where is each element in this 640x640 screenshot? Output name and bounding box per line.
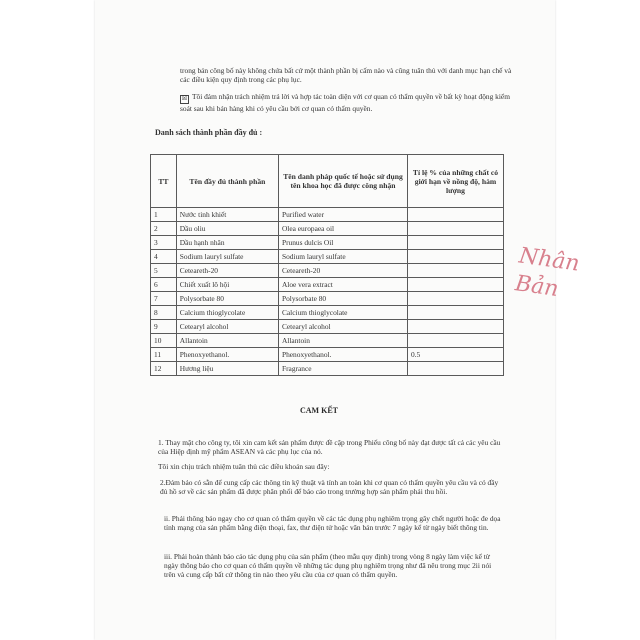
cell-name: Dầu hạnh nhân (176, 236, 278, 250)
cell-pct (407, 292, 503, 306)
cell-inci: Cetearyl alcohol (278, 320, 407, 334)
cell-inci: Calcium thioglycolate (278, 306, 407, 320)
cell-name: Calcium thioglycolate (176, 306, 278, 320)
commitment-title: CAM KẾT (300, 406, 338, 415)
table-row (151, 292, 504, 306)
cell-pct (407, 236, 503, 250)
cell-inci: Olea europaea oil (278, 222, 407, 236)
cell-tt: 4 (151, 250, 177, 264)
cell-pct (407, 320, 503, 334)
cell-tt: 5 (151, 264, 177, 278)
intro-paragraph: trong bản công bố này không chứa bất cứ một thành phần bị cấm nào và cũng tuân thủ với danh mục hạn chế và các điều kiện quy định trong các phụ lục. (180, 66, 512, 85)
cell-pct (407, 306, 503, 320)
cell-inci: Aloe vera extract (278, 278, 407, 292)
table-row (151, 348, 504, 362)
table-row (151, 208, 504, 222)
header-name: Tên đầy đủ thành phần (176, 155, 278, 208)
table-row (151, 264, 504, 278)
cell-name: Nước tinh khiết (176, 208, 278, 222)
cell-inci: Fragrance (278, 362, 407, 376)
table-row (151, 320, 504, 334)
commitment-item-1: 1. Thay mặt cho công ty, tôi xin cam kết sản phẩm được đề cập trong Phiếu công bố này đạt được tất cả các yêu cầu của Hiệp định mỹ phẩm ASEAN và các phụ lục của nó. (158, 438, 501, 457)
commitment-item-iii: iii. Phải hoàn thành báo cáo tác dụng phụ của sản phẩm (theo mẫu quy định) trong vòng 8 ngày làm việc kể từ ngày thông báo cho cơ quan có thẩm quyền về những tác dụng phụ nghiêm trọng như đã nêu trong mục 2ii nói trên và cung cấp bất cứ thông tin nào theo yêu cầu của cơ quan có thẩm quyền. (164, 552, 492, 580)
cell-pct (407, 222, 503, 236)
table-row (151, 236, 504, 250)
table-row (151, 278, 504, 292)
cell-tt: 3 (151, 236, 177, 250)
cell-pct (407, 264, 503, 278)
responsibility-paragraph (180, 92, 520, 113)
cell-name: Cetearyl alcohol (176, 320, 278, 334)
table-row (151, 306, 504, 320)
ingredient-table (150, 154, 504, 376)
cell-name: Sodium lauryl sulfate (176, 250, 278, 264)
cell-name: Dầu oliu (176, 222, 278, 236)
checkbox-checked-icon: ☒ (181, 96, 188, 102)
cell-pct (407, 362, 503, 376)
cell-tt: 10 (151, 334, 177, 348)
cell-tt: 1 (151, 208, 177, 222)
header-tt: TT (151, 155, 177, 208)
table-row (151, 250, 504, 264)
cell-pct (407, 334, 503, 348)
table-row (151, 222, 504, 236)
cell-pct (407, 278, 503, 292)
cell-tt: 12 (151, 362, 177, 376)
cell-tt: 9 (151, 320, 177, 334)
handwritten-stamp: Nhân Bản (513, 243, 582, 303)
cell-tt: 2 (151, 222, 177, 236)
cell-name: Allantoin (176, 334, 278, 348)
cell-tt: 7 (151, 292, 177, 306)
cell-inci: Sodium lauryl sulfate (278, 250, 407, 264)
cell-tt: 8 (151, 306, 177, 320)
cell-name: Chiết xuất lô hội (176, 278, 278, 292)
table-row (151, 362, 504, 376)
cell-tt: 6 (151, 278, 177, 292)
header-inci: Tên danh pháp quốc tế hoặc sử dụng tên khoa học đã được công nhận (278, 155, 407, 208)
table-header-row (151, 155, 504, 208)
ingredient-list-title: Danh sách thành phần đầy đủ : (155, 128, 263, 137)
commitment-lead: Tôi xin chịu trách nhiệm tuân thủ các điều khoản sau đây: (158, 462, 330, 471)
cell-inci: Purified water (278, 208, 407, 222)
cell-name: Polysorbate 80 (176, 292, 278, 306)
cell-inci: Allantoin (278, 334, 407, 348)
cell-inci: Prunus dulcis Oil (278, 236, 407, 250)
commitment-item-ii: ii. Phải thông báo ngay cho cơ quan có thẩm quyền về các tác dụng phụ nghiêm trọng gây chết người hoặc đe dọa tính mạng của sản phẩm bằng điện thoại, fax, thư điện tử hoặc văn bản trước 7 ngày kể từ ngày biết thông tin. (164, 514, 501, 533)
cell-inci: Ceteareth-20 (278, 264, 407, 278)
cell-inci: Phenoxyethanol. (278, 348, 407, 362)
cell-tt: 11 (151, 348, 177, 362)
cell-name: Phenoxyethanol. (176, 348, 278, 362)
responsibility-text: Tôi đảm nhận trách nhiệm trả lời và hợp tác toàn diện với cơ quan có thẩm quyền về bất kỳ hoạt động kiểm soát sau khi bán hàng khi có yêu cầu bởi cơ quan có thẩm quyền. (180, 92, 510, 113)
header-pct: Tỉ lệ % của những chất có giới hạn về nồng độ, hàm lượng (407, 155, 503, 208)
table-row (151, 334, 504, 348)
cell-name: Hương liệu (176, 362, 278, 376)
commitment-item-2: 2.Đảm bảo có sẵn để cung cấp các thông tin kỹ thuật và tính an toàn khi cơ quan có thẩm quyền yêu cầu và có đầy đủ hồ sơ về các sản phẩm đã được phân phối để báo cáo trong trường hợp sản phẩm phải thu hồi. (160, 478, 499, 497)
cell-pct (407, 208, 503, 222)
cell-inci: Polysorbate 80 (278, 292, 407, 306)
cell-name: Ceteareth-20 (176, 264, 278, 278)
cell-pct: 0.5 (407, 348, 503, 362)
cell-pct (407, 250, 503, 264)
